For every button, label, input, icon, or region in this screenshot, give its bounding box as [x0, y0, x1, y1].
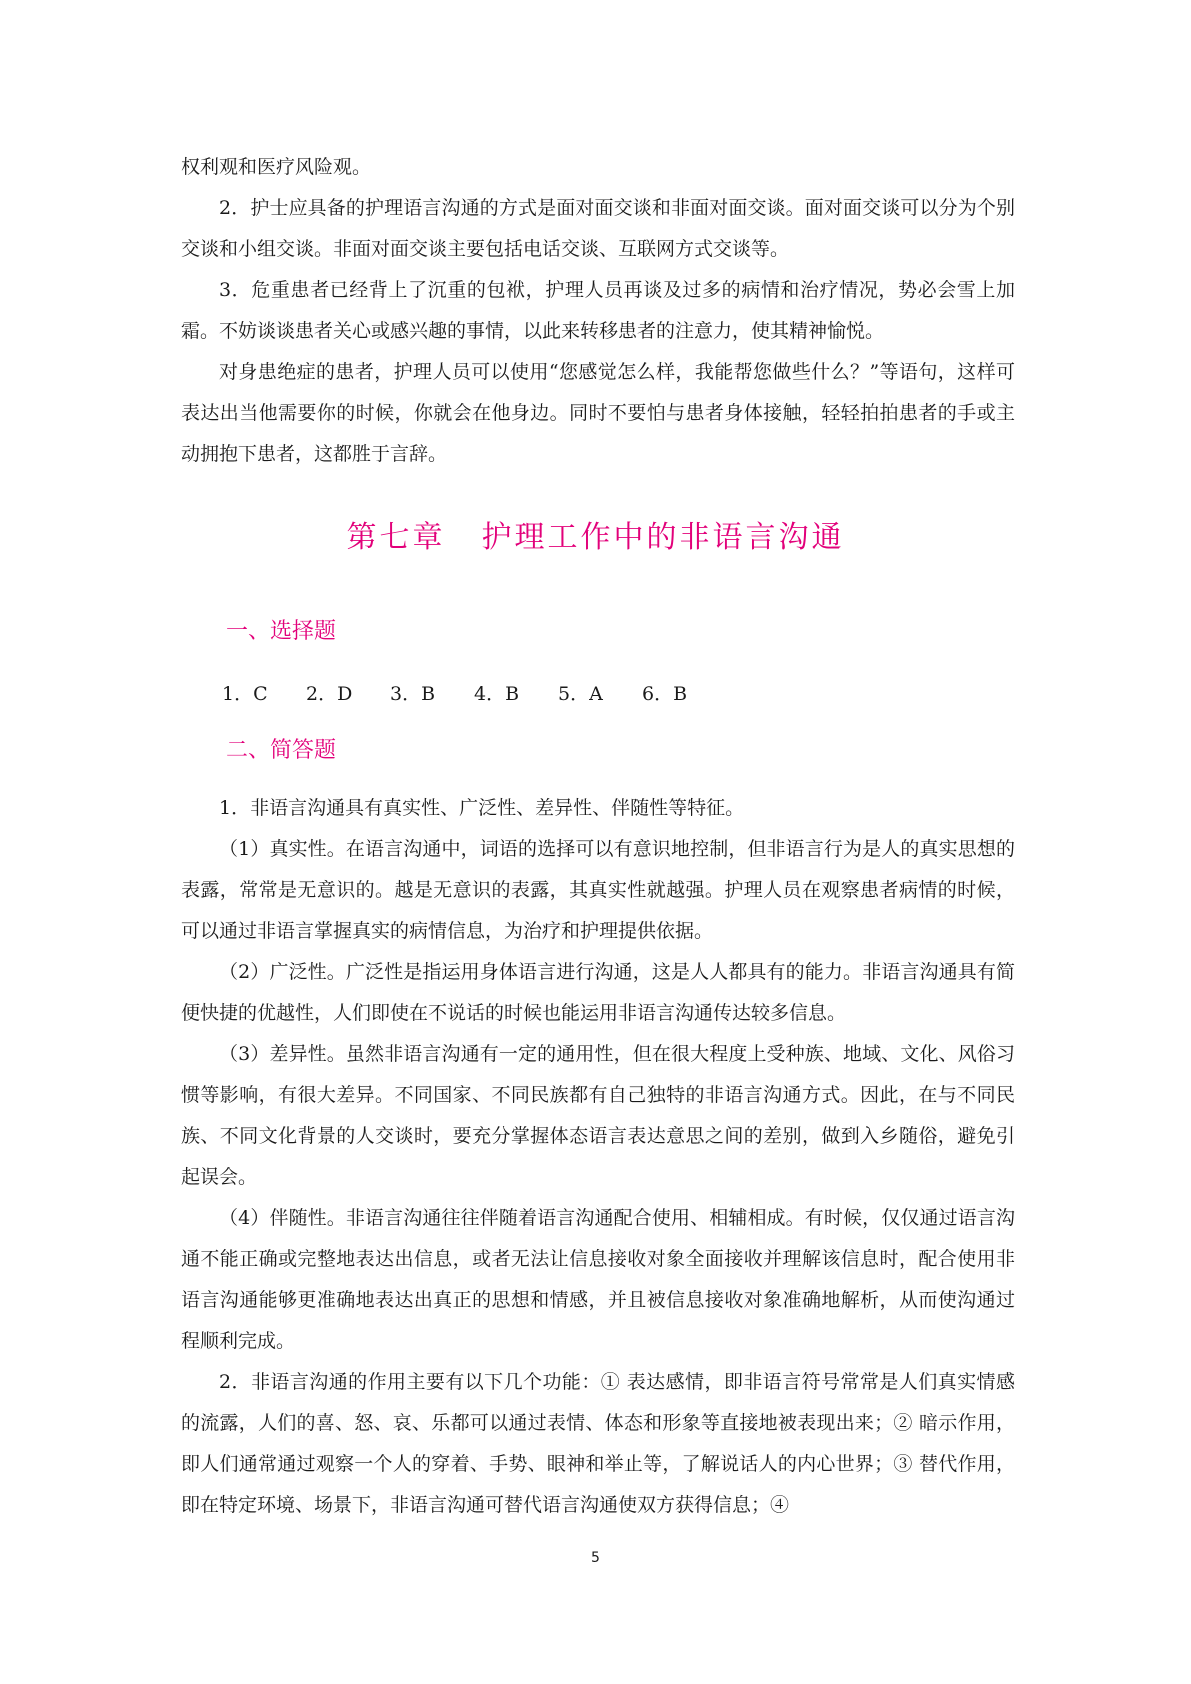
paragraph: 对身患绝症的患者，护理人员可以使用“您感觉怎么样，我能帮您做些什么？”等语句，这样可表达出当他需要你的时候，你就会在他身边。同时不要怕与患者身体接触，轻轻拍拍患者的手或主动拥抱下患者，这都胜于言辞。	[181, 361, 1015, 465]
chapter-name: 护理工作中的非语言沟通	[481, 520, 845, 555]
paragraph: 1．非语言沟通具有真实性、广泛性、差异性、伴随性等特征。	[219, 797, 745, 819]
paragraph: （3）差异性。虽然非语言沟通有一定的通用性，但在很大程度上受种族、地域、文化、风俗习惯等影响，有很大差异。不同国家、不同民族都有自己独特的非语言沟通方式。因此，在与不同民族、不同文化背景的人交谈时，要充分掌握体态语言表达意思之间的差别，做到入乡随俗，避免引起误会。	[181, 1043, 1015, 1188]
paragraph-continuation: 权利观和医疗风险观。	[181, 156, 372, 178]
answer-list	[222, 679, 726, 706]
paragraph: 3．危重患者已经背上了沉重的包袱，护理人员再谈及过多的病情和治疗情况，势必会雪上加霜。不妨谈谈患者关心或感兴趣的事情，以此来转移患者的注意力，使其精神愉悦。	[181, 279, 1015, 342]
chapter-title	[0, 512, 1191, 556]
paragraph: （1）真实性。在语言沟通中，词语的选择可以有意识地控制，但非语言行为是人的真实思想的表露，常常是无意识的。越是无意识的表露，其真实性就越强。护理人员在观察患者病情的时候，可以通过非语言掌握真实的病情信息，为治疗和护理提供依据。	[181, 838, 1015, 942]
answer-item: 4．B	[474, 683, 520, 705]
page-number: 5	[591, 1550, 600, 1566]
paragraph: （2）广泛性。广泛性是指运用身体语言进行沟通，这是人人都具有的能力。非语言沟通具有简便快捷的优越性，人们即使在不说话的时候也能运用非语言沟通传达较多信息。	[181, 961, 1015, 1024]
answer-item: 2．D	[306, 683, 353, 705]
paragraph: 2．非语言沟通的作用主要有以下几个功能：① 表达感情，即非语言符号常常是人们真实情感的流露，人们的喜、怒、哀、乐都可以通过表情、体态和形象等直接地被表现出来；② 暗示作用，即人们通常通过观察一个人的穿着、手势、眼神和举止等，了解说话人的内心世界；③ 替代作用，即在特定环境、场景下，非语言沟通可替代语言沟通使双方获得信息；④	[181, 1371, 1015, 1516]
answer-item: 1．C	[222, 683, 268, 705]
answer-item: 5．A	[558, 683, 603, 705]
answer-item: 6．B	[642, 683, 688, 705]
chapter-number: 第七章	[346, 520, 446, 555]
section-heading-choice: 一、选择题	[226, 619, 337, 644]
top-text-block	[181, 147, 1015, 475]
section-heading-short-answer: 二、简答题	[226, 738, 337, 763]
answer-item: 3．B	[390, 683, 436, 705]
short-answer-text-block	[181, 788, 1015, 1526]
paragraph: 2．护士应具备的护理语言沟通的方式是面对面交谈和非面对面交谈。面对面交谈可以分为个别交谈和小组交谈。非面对面交谈主要包括电话交谈、互联网方式交谈等。	[181, 197, 1015, 260]
paragraph: （4）伴随性。非语言沟通往往伴随着语言沟通配合使用、相辅相成。有时候，仅仅通过语言沟通不能正确或完整地表达出信息，或者无法让信息接收对象全面接收并理解该信息时，配合使用非语言沟通能够更准确地表达出真正的思想和情感，并且被信息接收对象准确地解析，从而使沟通过程顺利完成。	[181, 1207, 1015, 1352]
